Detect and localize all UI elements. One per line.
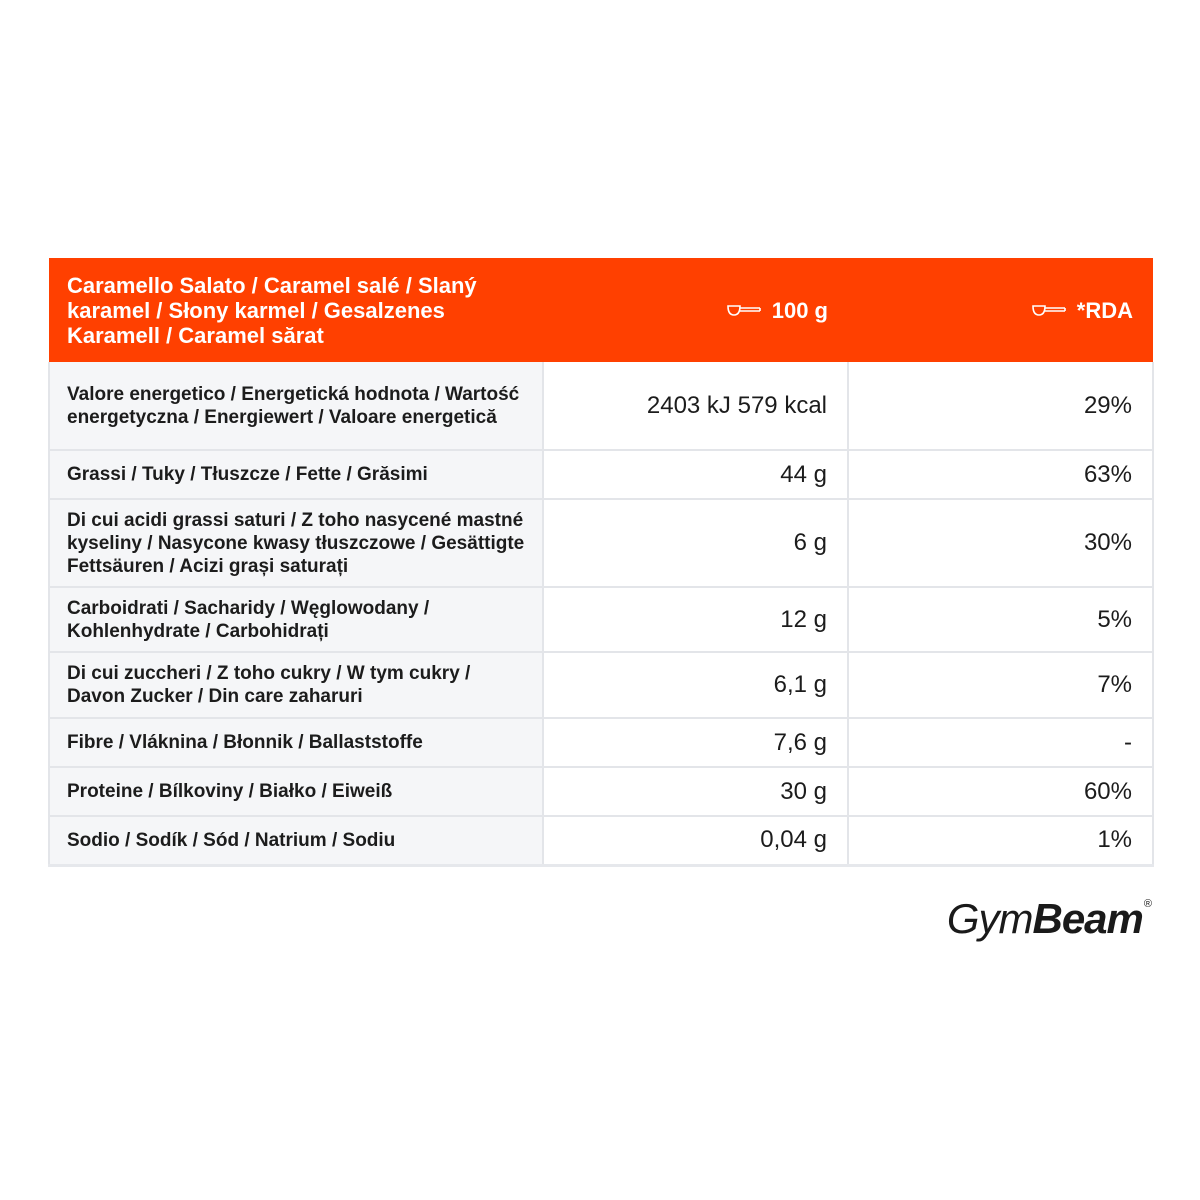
brand-logo xyxy=(947,896,1152,942)
nutrient-rda: 7% xyxy=(848,652,1153,718)
brand-logo-beam: Beam xyxy=(1032,895,1143,942)
nutrient-value-per-100g: 6,1 g xyxy=(543,652,848,718)
table-row xyxy=(49,816,1153,865)
nutrient-rda: 60% xyxy=(848,767,1153,816)
table-row xyxy=(49,718,1153,767)
nutrient-value-per-100g: 2403 kJ 579 kcal xyxy=(543,362,848,450)
nutrient-value-per-100g: 7,6 g xyxy=(543,718,848,767)
table-row xyxy=(49,362,1153,450)
nutrient-value-per-100g: 44 g xyxy=(543,450,848,499)
table-row xyxy=(49,587,1153,652)
nutrient-value-per-100g: 6 g xyxy=(543,499,848,587)
table-header-row xyxy=(49,258,1153,362)
nutrient-name: Grassi / Tuky / Tłuszcze / Fette / Grăsimi xyxy=(49,450,543,499)
column-header-per-100g xyxy=(543,258,848,362)
nutrient-rda: 1% xyxy=(848,816,1153,865)
column-header-rda-label: *RDA xyxy=(1076,297,1133,323)
nutrient-name: Proteine / Bílkoviny / Białko / Eiweiß xyxy=(49,767,543,816)
nutrient-rda: 29% xyxy=(848,362,1153,450)
nutrient-value-per-100g: 12 g xyxy=(543,587,848,652)
nutrient-value-per-100g: 30 g xyxy=(543,767,848,816)
scoop-icon xyxy=(726,303,762,317)
nutrient-name: Carboidrati / Sacharidy / Węglowodany / Kohlenhydrate / Carbohidrați xyxy=(49,587,543,652)
nutrient-rda: - xyxy=(848,718,1153,767)
scoop-icon xyxy=(1031,303,1067,317)
nutrient-name: Sodio / Sodík / Sód / Natrium / Sodiu xyxy=(49,816,543,865)
table-row xyxy=(49,499,1153,587)
brand-logo-gym: Gym xyxy=(946,895,1033,942)
nutrient-name: Valore energetico / Energetická hodnota / Wartość energetyczna / Energiewert / Valoare energetică xyxy=(49,362,543,450)
registered-mark: ® xyxy=(1143,898,1152,910)
column-header-rda xyxy=(848,258,1153,362)
nutrient-name: Di cui zuccheri / Z toho cukry / W tym cukry / Davon Zucker / Din care zaharuri xyxy=(49,652,543,718)
nutrient-rda: 30% xyxy=(848,499,1153,587)
nutrient-rda: 5% xyxy=(848,587,1153,652)
table-row xyxy=(49,767,1153,816)
table-row xyxy=(49,652,1153,718)
product-title: Caramello Salato / Caramel salé / Slaný karamel / Słony karmel / Gesalzenes Karamell / Caramel sărat xyxy=(67,272,477,348)
nutrient-value-per-100g: 0,04 g xyxy=(543,816,848,865)
nutrient-name: Fibre / Vláknina / Błonnik / Ballaststoffe xyxy=(49,718,543,767)
nutrient-name: Di cui acidi grassi saturi / Z toho nasycené mastné kyseliny / Nasycone kwasy tłuszczowe / Gesättigte Fettsäuren / Acizi grași saturați xyxy=(49,499,543,587)
nutrition-table xyxy=(48,258,1154,867)
table-row xyxy=(49,450,1153,499)
column-header-per-100g-label: 100 g xyxy=(771,297,828,323)
nutrient-rda: 63% xyxy=(848,450,1153,499)
